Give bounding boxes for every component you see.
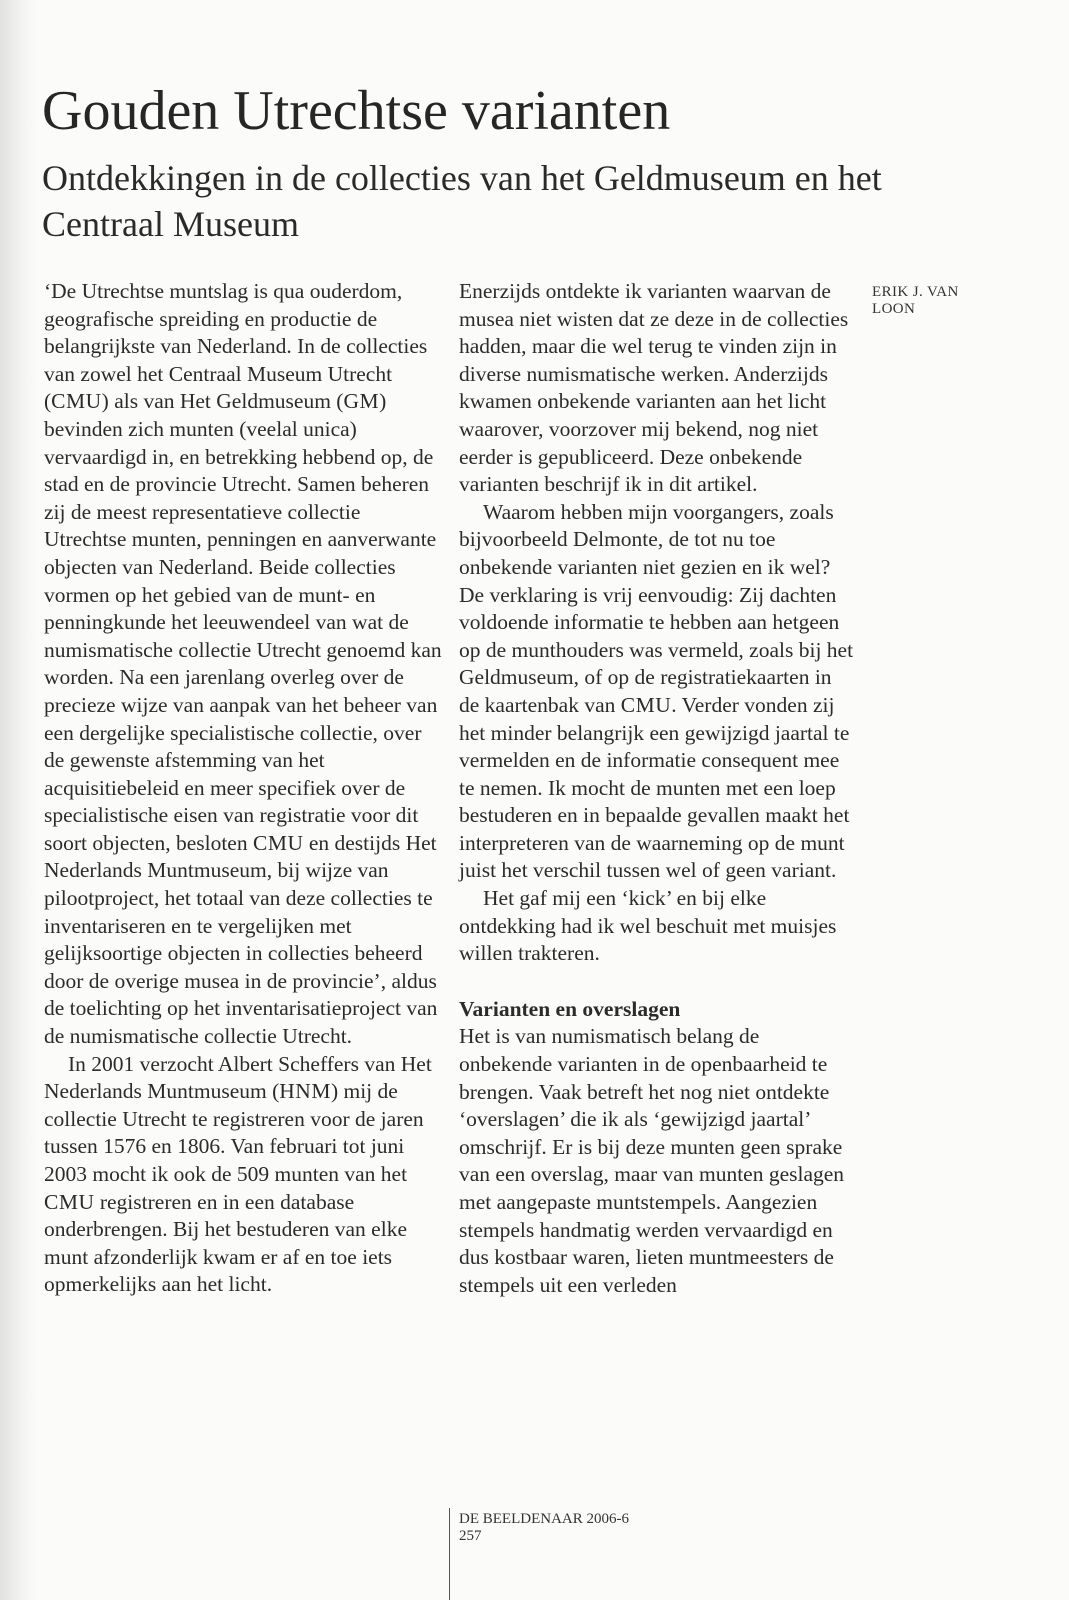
paragraph-predecessors: Waarom hebben mijn voorgangers, zoals bijvoorbeeld Delmonte, de tot nu toe onbekende varianten niet gezien en ik wel? De verklaring is vrij eenvoudig: Zij dachten voldoende informatie te hebben aan hetgeen op de munthouders was vermeld, zoals bij het Geldmuseum, of op de registratiekaarten in de kaartenbak van CMU. Verder vonden zij het minder belangrijk een gewijzigd jaartal te vermelden en de informatie consequent mee te nemen. Ik mocht de munten met een loep bestuderen en in bepaalde gevallen maakt het interpreteren van de waarneming op de munt juist het verschil tussen wel of geen variant. bbox=[459, 499, 854, 883]
section-heading: Varianten en overslagen bbox=[459, 996, 681, 1021]
text-column-right bbox=[459, 278, 854, 1299]
abbr-cmu: CMU bbox=[51, 389, 102, 414]
paragraph-kick: Het gaf mij een ‘kick’ en bij elke ontdekking had ik wel beschuit met muisjes willen trakteren. bbox=[459, 886, 837, 966]
page-spine-shadow bbox=[0, 0, 38, 1600]
article-title: Gouden Utrechtse varianten bbox=[42, 80, 671, 142]
abbr-hnm: HNM bbox=[279, 1079, 331, 1104]
page-number: 257 bbox=[459, 1528, 482, 1544]
abbr-cmu: CMU bbox=[620, 692, 672, 717]
paragraph-intro-quote: ‘De Utrechtse muntslag is qua ouderdom, geografische spreiding en productie de belangrijkste van Nederland. In de collecties van zowel het Centraal Museum Utrecht (CMU) als van Het Geldmuseum (GM) bevinden zich munten (veelal unica) vervaardigd in, en betrekking hebbend op, de stad en de provincie Utrecht. Samen beheren zij de meest representatieve collectie Utrechtse munten, penningen en aanverwante objecten van Nederland. Beide collecties vormen op het gebied van de munt- en penningkunde het leeuwendeel van wat de numismatische collectie Utrecht genoemd kan worden. Na een jarenlang overleg over de precieze wijze van aanpak van het beheer van een dergelijke specialistische collectie, over de gewenste afstemming van het acquisitiebeleid en meer specifiek over de specialistische eisen van registratie voor dit soort objecten, besloten CMU en destijds Het Nederlands Muntmuseum, bij wijze van pilootproject, het totaal van deze collecties te inventariseren en te vergelijken met gelijksoortige objecten in collecties beheerd door de overige musea in de provincie’, aldus de toelichting op het inventarisatieproject van de numismatische collectie Utrecht. bbox=[44, 279, 442, 1049]
journal-issue: DE BEELDENAAR 2006-6 bbox=[459, 1511, 629, 1527]
paragraph-discoveries: Enerzijds ontdekte ik varianten waarvan de musea niet wisten dat ze deze in de collecties hadden, maar die wel terug te vinden zijn in diverse numismatische werken. Anderzijds kwamen onbekende varianten aan het licht waarover, voorzover mij bekend, nog niet eerder is gepubliceerd. Deze onbekende varianten beschrijf ik in dit artikel. bbox=[459, 279, 849, 497]
abbr-cmu: CMU bbox=[44, 1189, 95, 1214]
paragraph-variants: Het is van numismatisch belang de onbekende varianten in de openbaarheid te brengen. Vaak betreft het nog niet ontdekte ‘overslagen’ die ik als ‘gewijzigd jaartal’ omschrijf. Er is bij deze munten geen sprake van een overslag, maar van munten geslagen met aangepaste muntstempels. Aangezien stempels handmatig werden vervaardigd en dus kostbaar waren, lieten muntmeesters de stempels uit een verleden bbox=[459, 1024, 845, 1297]
paragraph-registration: In 2001 verzocht Albert Scheffers van Het Nederlands Muntmuseum (HNM) mij de collectie Utrecht te registreren voor de jaren tussen 1576 en 1806. Van februari tot juni 2003 mocht ik ook de 509 munten van het CMU registreren en in een database onderbrengen. Bij het bestuderen van elke munt afzonderlijk kwam er af en toe iets opmerkelijks aan het licht. bbox=[44, 1051, 432, 1297]
text-column-left bbox=[44, 278, 444, 1299]
article-subtitle: Ontdekkingen in de collecties van het Geldmuseum en het Centraal Museum bbox=[42, 158, 882, 244]
author-byline: ERIK J. VAN LOON bbox=[872, 284, 959, 317]
footer-divider bbox=[449, 1508, 450, 1600]
abbr-cmu: CMU bbox=[252, 830, 304, 855]
page-footer bbox=[459, 1511, 629, 1545]
abbr-gm: GM bbox=[343, 389, 380, 414]
